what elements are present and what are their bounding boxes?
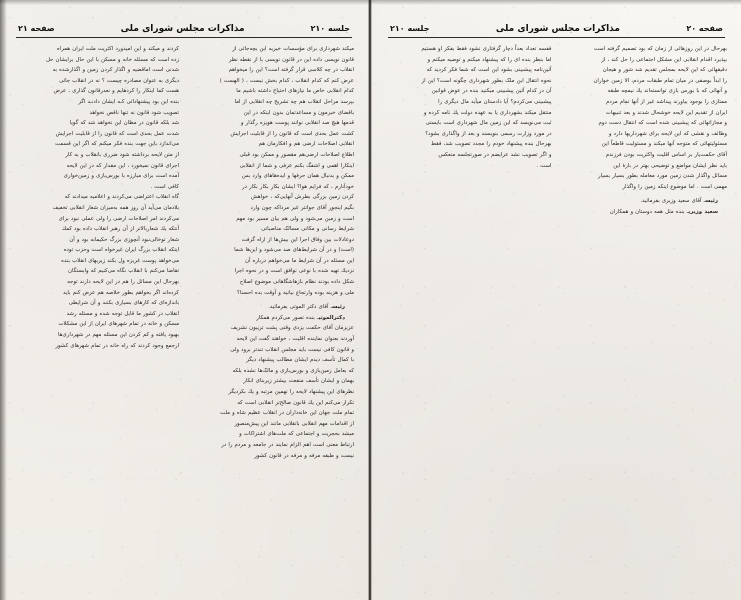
text-line: بگیم اینجور آقای جوانتر غیر مرداکه چون وارد — [250, 204, 354, 211]
page-number-right: صفحه ۲۰ — [686, 24, 723, 33]
text-line: باندازه‌ای که کارهای بسیاری بکنند و آن شرایطی — [68, 300, 179, 307]
text-line: بهبود یافته و کم کردن این مسئله مهم در شهرداری‌ها — [58, 332, 179, 339]
text-line: از متن لایحه برداشته شود ضرری بانقلاب و به کار — [65, 151, 179, 158]
text-line: را ابداً بوصفی در میان تمام طبقات مردم، الا زمین خواران — [593, 77, 727, 84]
text-line: ارتباط معنی است اهم الزام نمایند در جامعه و مردم را در — [221, 441, 354, 448]
text-line: می‌کردند امر اصلاحات ارضی را ولی عملی نبود برای — [58, 215, 179, 222]
text-line: قدمها هیچ صد انقلابی نوانند پوست هویزه رگذار و — [240, 120, 354, 127]
text-line: آنتکه یك شعاربالاتر از آن رهبر انقلاب داده بود کمك — [61, 226, 179, 233]
document-title-right: مذاکرات مجلس شورای ملی — [495, 24, 620, 34]
text-line: بلادمان می‌آید آن روز همه به‌میزان شعار انقلابی تخفیف — [52, 204, 179, 211]
text-line: ثبت می‌نویسد که این زمین مال شهرداری است بایستی — [425, 120, 552, 127]
columns-left — [14, 44, 354, 569]
text-line: مسائل واگذار شدن زمین مورد معامله بطور بسیار بسیار — [598, 173, 727, 180]
text-line: زده است که مسئله خانه و مسکن با این حال برایشان حل — [45, 56, 179, 63]
text-line: عزیزمان آقای حکمت یزدی وقتی پشت تریبون تشریف — [230, 325, 354, 332]
column-right-outer — [386, 44, 552, 569]
header-rule-left — [16, 37, 352, 38]
text-line: اینکارا اهمی و اشفگ بکنم عرفی و شما از انقلابی — [239, 162, 354, 169]
text-line: بهرحال در این روزهائی از زمان که بود تصمیم گرفته است — [593, 46, 727, 52]
session-label-left: جلسه ۲۱۰ — [310, 24, 350, 33]
text-line: آن در کدام آئین پیشبینی میکنید بنده در عوض قوانین — [431, 88, 552, 95]
text-line: و مجازاتهائی که پیشبینی شده است که انتقال دست دوم — [598, 120, 727, 127]
text-line: میشد بحجریت و اجتماعی که ملت‌های اشتراکات و — [239, 431, 354, 438]
text-line: ایران از تقدیم این لایحه خوشحال شدند و بعد تنبیهات — [605, 109, 727, 116]
text-line: می‌خواهد پوست غریزه ول بکند زیربهای انقلاب بنده — [61, 257, 179, 264]
text-line: که بعامل زمین‌بازی و بورس‌بازی و مالک‌ها نشده بلکه — [232, 367, 354, 374]
text-line: دیگری به عنوان مصادره چیست ؟ نه در انقلاب جائی — [59, 77, 179, 84]
running-head-right — [386, 24, 727, 36]
text-line: در مورد وزارت رسمی بنویسند و بعد از واگذاری بشود؟ — [425, 130, 552, 137]
text-line: می‌اندازد باین جهت بنده فکر میکنم که اگر این قسمت — [55, 141, 179, 148]
text-line: و اگر تصویب نشد عرایضم در صورتجلسه منعکس — [438, 151, 552, 158]
text-line: کردن زمین بزرگی بطرش آنهایی‌که ، خواهش — [250, 194, 354, 201]
text-line: است و زمین می‌شود و ولی هم بیان مسیر بود مهم — [236, 215, 354, 222]
page-right — [370, 0, 741, 600]
speaker-text: ـ بنده مثل همه دوستان و همکاران — [609, 208, 689, 215]
text-line: بپذیرد اقدام انقلابی این مشکل اجتماعی را حل کند ، از — [601, 56, 727, 63]
text-line: آمده است برای مبارزه با بورس‌بازی و زمین‌خواری — [63, 173, 179, 180]
text-line: تمام ملت جهان این خانه‌داران در انقلاب عظیم شاه و ملت — [220, 410, 354, 417]
text-line: ممکن و بدنبال همان حرفها و ایده‌هاهای وارد بس — [241, 173, 354, 180]
page-number-left: صفحه ۲۱ — [18, 24, 55, 33]
text-line: این مسئله در آن شرایط ما می‌خواهم درباره آن — [244, 257, 354, 264]
text-line: باقضای خبرمون و مساعدتمان بدون اینکه در این — [243, 109, 354, 116]
text-line: انقلاب در کشور ما قابل توجه شده و مسئله رشد — [66, 310, 179, 317]
column-left-outer — [14, 44, 179, 569]
text-line: نحوه انتقال این ملک بطور شهرداری چگونه است؟ این از — [421, 77, 552, 84]
text-line: (است) و در آن شرایط‌های صد می‌شود و این‌ها شما — [234, 247, 354, 254]
text-line: مهمی است . اما موضوع اینکه زمین را واگذار — [622, 183, 727, 190]
speaker-name: دکترالموتی — [318, 314, 345, 321]
column-left-inner — [189, 44, 354, 569]
text-line: و قانون کافی نیست باید مجلس انقلاب تندتر برود ولی — [230, 346, 354, 353]
text-line: است . — [536, 162, 552, 169]
text-line: دوعادلات بین وفاق اجرا این بیش‌ها از اراه گرفت — [241, 236, 354, 243]
text-line: نیست و طبقه مرفه و مرفه در قانون کشور — [254, 452, 354, 459]
text-line: کردند و میکند و این امیدورد اکثریت ملت ایران همراه — [56, 46, 179, 52]
text-line: شرایط رسانی و مکانی مسالک مناصباتی — [261, 226, 354, 233]
text-line: ممتازی را بوجود بیاورند پیداشد غیر از آنها تمام مردم — [606, 98, 727, 105]
text-line: مسکن و خانه در تمام شهرهای ایران از این مشکلات — [58, 321, 179, 328]
text-line: و آنهائی که با بورس بازی توانسته‌اند یك نیمچه طبقه — [607, 88, 727, 95]
speaker-text: ـ آقای سعید وزیری بفرمائید. — [640, 198, 706, 205]
text-line: پیشبینی می‌کردم؟ آیا دادستان میآید مال دیگری را — [438, 98, 552, 105]
text-line: گاه انقلاب اعتراضی می‌کردند و اعلامیه میدادند که — [64, 194, 179, 201]
running-head-left — [14, 24, 354, 36]
text-line: انقلاب در چه کلاسی قرار گرفته است؟ این را میخواهم — [228, 67, 354, 74]
text-line: هست کما اینکار را کردهایم و نعدرقانون گذاری ، عرض — [53, 88, 179, 95]
text-line: بهمان و ایشان تأسف منفعت بیشتر زیربنای انکار — [243, 378, 354, 385]
speaker-text: ـ آقای دکتر الموتی بفرمائید. — [268, 304, 333, 311]
text-line: کافی است . — [150, 183, 179, 190]
text-line: نزدیك تهیه شده با نوعی نوافق است و در نحوه اجرا — [234, 268, 354, 275]
text-line: بنده این بود پیشنهادائی کـه ایشان دادنـد اگر — [78, 98, 179, 105]
speaker-text: ـ بنده تصور می‌کردم همکار — [256, 314, 319, 321]
text-line: دقیقهائی که این لایحه بمجلس تقدیم شد شور و هیجان — [602, 67, 727, 74]
speaker-name: رئیس — [332, 304, 345, 311]
text-line: از اقدامات مهم انقلابی بانقلابی مانند این پیش‌منصور — [234, 420, 354, 427]
speaker-name: سعید وزیری — [688, 208, 718, 215]
text-line: باید نظر ایشان مواضع و توضیحی بهتر در بارهٔ این — [613, 162, 727, 169]
text-line: وظائف و نقشی که این لایحه برای شهرداریها دارد و — [608, 130, 727, 137]
text-line: شکل داده بودند نظام بازهاشگاهانی موضوع اصلاح — [239, 279, 354, 286]
text-line: نظرهای این پیشنهاد لایحه را نهمین مرتبه و یك بکردیگر — [228, 389, 354, 395]
speaker-line-saeed-vaziri — [562, 207, 728, 218]
text-line: عرض کنم که کدام انقلاب ، کدام بخش نیست ، ( الهست ) — [219, 77, 354, 84]
text-line: آئین‌نامه پیشبینی بشود این است که شما فکر کردید که — [426, 67, 552, 74]
text-line: خودآنارم ، که فرایم هوا؟ ایشان بکار بکار بکار در — [241, 183, 354, 190]
text-line: ملی و هزینه بوده وارتجاع بیانیه و آوقت بده احسنا؟ — [237, 289, 354, 296]
text-line: اجرای قانون نمیخورد ، این مقدار که در این لایحه — [66, 162, 179, 169]
left-edge-scan-shadow — [0, 0, 7, 600]
text-line: آوردند بعنوان نماینده اقلیت ، خواهند گفت این لایحه — [236, 336, 354, 343]
text-line: قانون نویسی داده این در قانون نویسی با از نقطه نظر — [228, 56, 354, 63]
speaker-name: رئیس — [705, 198, 718, 205]
text-line: با کمال تأسف دیدم ایشان مطالب پیشنهاد دیگر — [246, 357, 354, 364]
text-line: شدت عمل بحدی است که قانون را از قابلیت اجرایش — [55, 130, 179, 137]
text-line: تکرار می‌کنم این یك قانون صالح‌تر انقلابی است که — [237, 399, 354, 406]
text-line: اما بنظر بنده ای را که پیشنهاد میکنم و توصیه میکنم و — [427, 56, 552, 63]
column-right-inner — [562, 44, 728, 569]
text-line: شد بلکه قانون در مظان این نخواهد شد که گویا — [69, 120, 179, 127]
text-line: اینکه انقلاب بزرگ ایران غیرخواه است وحزب توده — [63, 247, 179, 254]
text-line: تقاضا می‌کنم با انقلاب نگاه می‌کنیم که وابستگان — [67, 268, 179, 275]
page-left — [0, 0, 370, 600]
text-line: مسئولیتهائی که متوجه آنها میکند و مسئولیت قاطعاً این — [601, 141, 727, 148]
columns-right — [386, 44, 727, 569]
session-label-right: جلسه ۲۱۰ — [390, 24, 430, 33]
text-line: انقلابی اصلاحات ارضی هم و افکارمان هم — [258, 141, 354, 148]
text-line: شدنی است اماقضیه و اگذار کردن زمین و اگذارشده به — [52, 67, 179, 74]
text-line: تصویب شود قانون نه تنها ناقص نخواهد — [89, 109, 179, 116]
speaker-line-rais — [562, 196, 728, 207]
speaker-line-rais — [189, 302, 354, 313]
text-line: ارجمع وجود کردند که راه خانه در تمام شهرهای کشور — [55, 342, 179, 349]
document-title-left: مذاکرات مجلس شورای ملی — [120, 24, 245, 34]
text-line: بپرسد مراحل انقلاب هم چه تشریح چه انقلابی از اما — [234, 98, 354, 105]
text-line: کرده‌اند اگر بخواهم بطور خلاصه هم عرض کنم باید — [63, 289, 179, 296]
text-line: میکند شهرداری برای مؤسسات خیریه این بچه‌جائی از — [232, 46, 354, 52]
text-line: بهرحال این مسائل را هم در این لایحه دارند توجه — [67, 279, 179, 286]
text-line: منتقل میکند بشهرداری یا به عهده دولت یك نامه کرده و — [423, 109, 552, 116]
text-line: بهرحال بنده پیشنهاد خودم را مجدد تصویب شد، فقط — [431, 141, 552, 148]
top-edge-scan-shadow — [0, 0, 741, 5]
text-line: قفسه تعداد بعداً دچار گرفتاری نشود فقط بفکر او هستیم — [421, 46, 552, 52]
text-line: شعار توخالی‌نبود آنچوزی بزرگ حکیمانه بود و آن — [69, 236, 179, 243]
text-line: اطلاع اصلاحات ارضی‌هم مقصور و ممکن بود قبلی — [239, 151, 354, 158]
speaker-line-dr-almouti — [189, 313, 354, 324]
header-rule-right — [388, 37, 725, 38]
text-line: آقای حکمت‌یار بر اساس اقلیت واکثریت بودن فرزندم — [605, 151, 727, 158]
text-line: کشت عمل بحدی است که قانون را از قابلیت اجرایش — [230, 130, 354, 137]
text-line: کدام انقلابی خاص ما نیازهای احتیاج داشته باشیم ما — [236, 88, 354, 95]
